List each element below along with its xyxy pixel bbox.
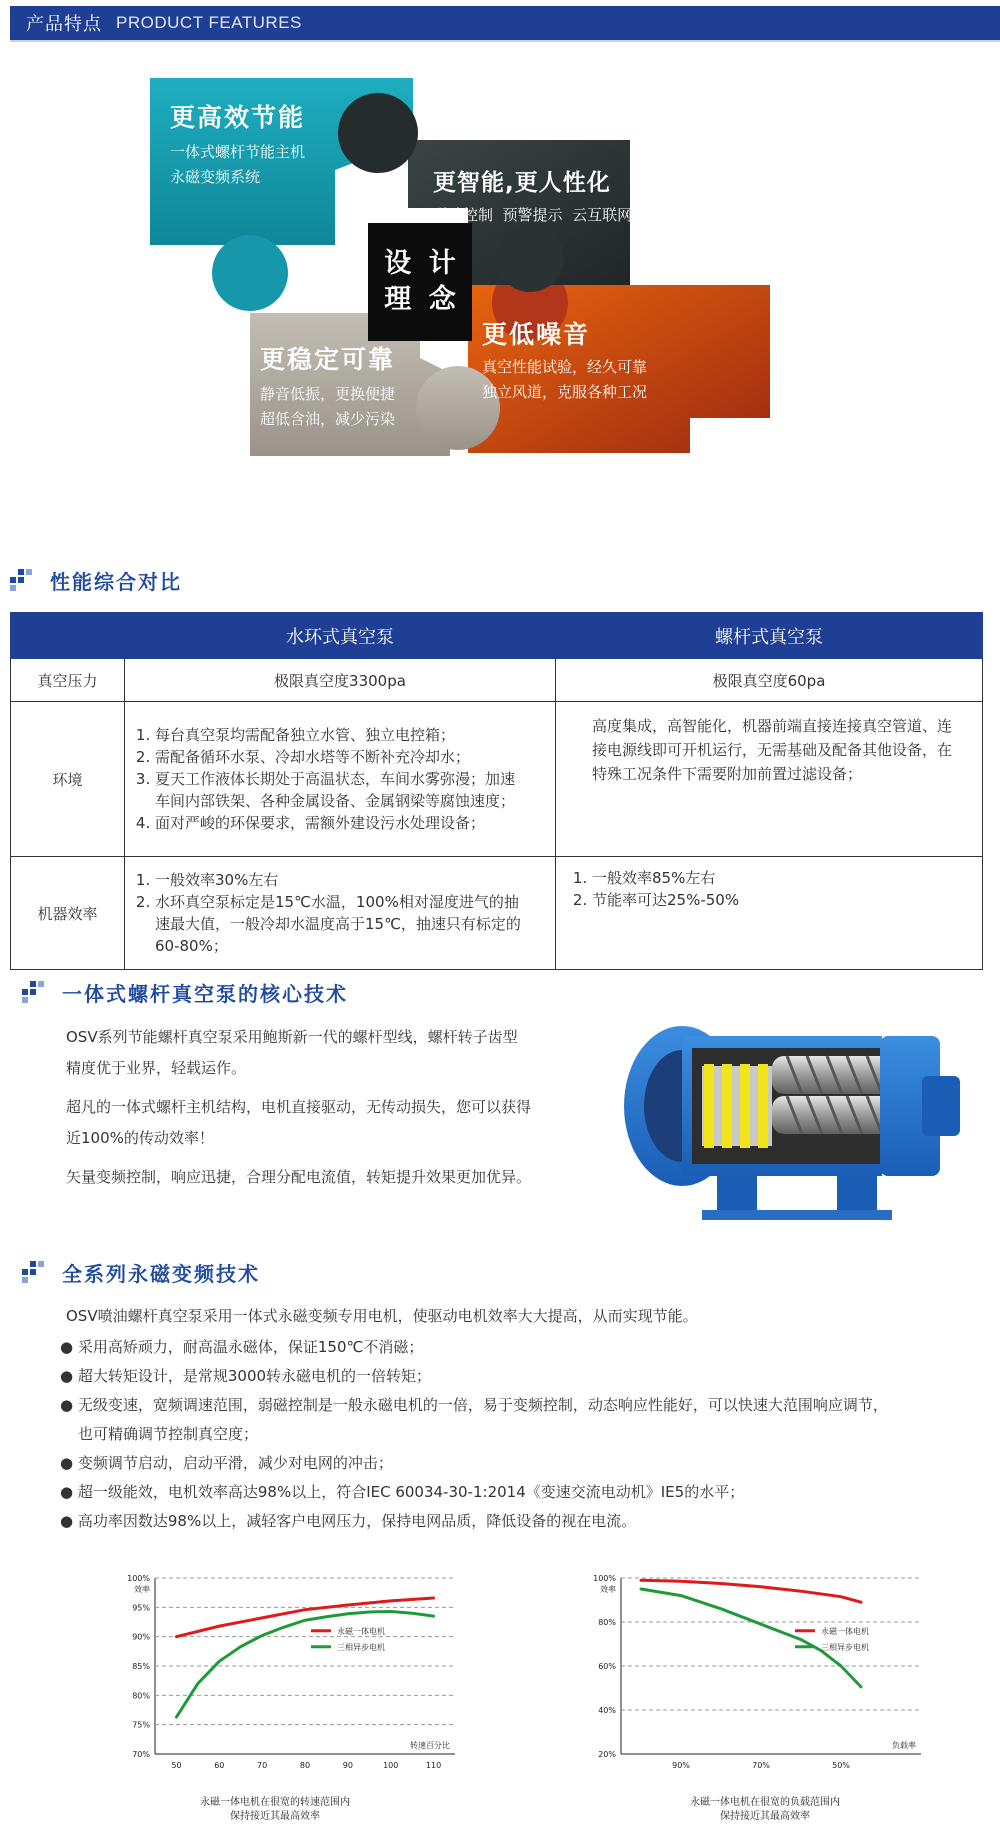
caption-line: 永磁一体电机在很宽的转速范围内 xyxy=(200,1797,350,1808)
x-tick-label: 90% xyxy=(672,1761,690,1770)
piece-title: 更智能,更人性化 xyxy=(433,170,611,196)
magnet-heading: 全系列永磁变频技术 xyxy=(62,1262,260,1286)
row-label: 机器效率 xyxy=(11,857,125,970)
y-tick-label: 90% xyxy=(132,1632,150,1642)
list-item: 2. 水环真空泵标定是15℃水温，100%相对湿度进气的抽速最大值，一般冷却水温度高于15℃，抽速只有标定的60-80%； xyxy=(155,891,529,957)
bullet-text: 变频调节启动，启动平滑，减少对电网的冲击； xyxy=(77,1454,393,1472)
bullet-continuation: 也可精确调节控制真空度； xyxy=(78,1425,259,1443)
legend-label: 永磁一体电机 xyxy=(337,1626,385,1636)
x-tick-label: 90 xyxy=(342,1761,353,1770)
y-tick-label: 70% xyxy=(132,1750,150,1759)
list-item: ● 变频调节启动，启动平滑，减少对电网的冲击； xyxy=(60,1454,393,1472)
legend-label: 永磁一体电机 xyxy=(821,1626,869,1636)
y-tick-label: 80% xyxy=(598,1618,616,1627)
list-item: ● 无级变速，宽频调速范围，弱磁控制是一般永磁电机的一倍，易于变频控制，动态响应性能好，可以快速大范围响应调节， xyxy=(60,1396,888,1414)
row-label: 真空压力 xyxy=(11,659,125,702)
x-tick-label: 80 xyxy=(299,1761,311,1770)
piece-line: 独立风道，克服各种工况 xyxy=(482,383,648,401)
caption-line: 保持接近其最高效率 xyxy=(230,1811,320,1822)
y-tick-label: 20% xyxy=(598,1750,616,1759)
table-header-blank xyxy=(11,613,125,659)
core-paragraph: OSV系列节能螺杆真空泵采用鲍斯新一代的螺杆型线，螺杆转子齿型精度优于业界，轻载运作。 xyxy=(66,1028,518,1077)
legend-label: 三相异步电机 xyxy=(821,1642,869,1652)
list-item: 4. 面对严峻的环保要求，需额外建设污水处理设备； xyxy=(155,812,529,834)
y-tick-label: 75% xyxy=(132,1720,150,1730)
header-title-en: PRODUCT FEATURES xyxy=(116,13,302,32)
list-item: 2. 节能率可达25%-50% xyxy=(592,889,952,911)
puzzle-center-label xyxy=(372,246,472,318)
series-line xyxy=(176,1598,433,1637)
x-tick-label: 110 xyxy=(425,1761,442,1770)
magnet-bullet-list xyxy=(60,1333,990,1536)
core-paragraph: 超凡的一体式螺杆主机结构，电机直接驱动，无传动损失，您可以获得近100%的传动效率！ xyxy=(66,1098,532,1147)
y-tick-label: 60% xyxy=(598,1662,616,1671)
bullet-text: 采用高矫顽力，耐高温永磁体，保证150℃不消磁； xyxy=(77,1338,424,1356)
piece-line: 永磁变频系统 xyxy=(170,168,261,186)
list-item: 2. 需配备循环水泵、冷却水塔等不断补充冷却水； xyxy=(155,746,529,768)
center-line-1: 设 计 xyxy=(384,248,460,279)
piece-line: 联动控制 预警提示 云互联网 xyxy=(433,206,633,224)
load-efficiency-chart xyxy=(576,1560,926,1770)
list-item: 1. 一般效率30%左右 xyxy=(155,869,529,891)
piece-title: 更高效节能 xyxy=(170,103,306,132)
y-axis-label: 效率 xyxy=(600,1585,616,1594)
puzzle-piece-efficiency xyxy=(170,98,305,190)
list-item: ● 超一级能效，电机效率高达98%以上，符合IEC 60034-30-1:2014《变速交流电动机》IE5的水平； xyxy=(60,1483,745,1501)
caption-line: 保持接近其最高效率 xyxy=(720,1811,810,1822)
bullet-text: 超一级能效，电机效率高达98%以上，符合IEC 60034-30-1:2014《变速交流电动机》IE5的水平； xyxy=(77,1483,745,1501)
center-line-2: 理 念 xyxy=(384,284,460,315)
piece-title: 更稳定可靠 xyxy=(260,345,396,374)
piece-line: 一体式螺杆节能主机 xyxy=(170,143,306,161)
water-cell xyxy=(125,702,556,857)
x-axis-label: 负载率 xyxy=(892,1741,916,1750)
water-cell xyxy=(125,857,556,970)
screw-cell: 极限真空度60pa xyxy=(556,659,983,702)
bullet-text: 无级变速，宽频调速范围，弱磁控制是一般永磁电机的一倍，易于变频控制，动态响应性能好，可以快速大范围响应调节， xyxy=(77,1396,888,1414)
x-tick-label: 100 xyxy=(383,1761,399,1770)
bullet-text: 高功率因数达98%以上，减轻客户电网压力，保持电网品质，降低设备的视在电流。 xyxy=(77,1512,637,1530)
x-axis-label: 转速百分比 xyxy=(410,1741,450,1750)
water-cell: 极限真空度3300pa xyxy=(125,659,556,702)
bullet-text: 超大转矩设计，是常规3000转永磁电机的一倍转矩； xyxy=(77,1367,432,1385)
y-tick-label: 80% xyxy=(132,1691,150,1701)
list-item: ● 超大转矩设计，是常规3000转永磁电机的一倍转矩； xyxy=(60,1367,432,1385)
design-concept-puzzle xyxy=(150,78,770,538)
y-axis-label: 效率 xyxy=(134,1585,150,1594)
chart-caption-speed xyxy=(150,1796,400,1824)
legend-label: 三相异步电机 xyxy=(337,1642,385,1652)
section-header-bar xyxy=(10,6,1000,40)
screw-cell: 高度集成，高智能化，机器前端直接连接真空管道、连接电源线即可开机运行，无需基础及配备其他设备，在特殊工况条件下需要附加前置过滤设备； xyxy=(556,702,983,857)
comparison-heading: 性能综合对比 xyxy=(50,570,182,594)
caption-line: 永磁一体电机在很宽的负载范围内 xyxy=(690,1797,840,1808)
list-item: 1. 一般效率85%左右 xyxy=(592,867,952,889)
x-tick-label: 50% xyxy=(832,1761,850,1770)
section-bullet-icon xyxy=(10,569,32,591)
x-tick-label: 60 xyxy=(214,1761,225,1770)
table-row xyxy=(11,857,983,970)
section-bullet-icon xyxy=(22,981,44,1003)
list-item: 1. 每台真空泵均需配备独立水管、独立电控箱； xyxy=(155,724,529,746)
chart-caption-load xyxy=(640,1796,890,1824)
core-tech-text xyxy=(66,1022,531,1193)
table-header-water: 水环式真空泵 xyxy=(125,613,556,659)
screw-cell xyxy=(556,857,983,970)
magnet-intro: OSV喷油螺杆真空泵采用一体式永磁变频专用电机，使驱动电机效率大大提高，从而实现节能。 xyxy=(66,1307,698,1325)
table-row xyxy=(11,659,983,702)
y-tick-label: 100% xyxy=(127,1574,150,1583)
y-tick-label: 95% xyxy=(132,1603,150,1613)
list-item: 3. 夏天工作液体长期处于高温状态，车间水雾弥漫；加速车间内部铁架、各种金属设备、金属钢梁等腐蚀速度； xyxy=(155,768,529,812)
speed-efficiency-chart xyxy=(110,1560,460,1770)
header-divider xyxy=(10,40,1000,42)
puzzle-piece-stable xyxy=(260,340,395,432)
section-bullet-icon xyxy=(22,1261,44,1283)
x-tick-label: 50 xyxy=(171,1761,182,1770)
x-tick-label: 70% xyxy=(752,1761,770,1770)
y-tick-label: 40% xyxy=(598,1706,616,1715)
piece-title: 更低噪音 xyxy=(482,320,591,349)
pump-cutaway-image xyxy=(622,996,967,1226)
comparison-table xyxy=(10,612,983,970)
piece-line: 真空性能试验，经久可靠 xyxy=(482,358,648,376)
table-row xyxy=(11,702,983,857)
core-tech-heading: 一体式螺杆真空泵的核心技术 xyxy=(62,982,348,1006)
piece-line: 静音低振，更换便捷 xyxy=(260,385,396,403)
puzzle-piece-smart xyxy=(433,164,632,228)
header-title-zh: 产品特点 xyxy=(26,14,102,35)
series-line xyxy=(641,1589,861,1687)
core-paragraph: 矢量变频控制，响应迅捷，合理分配电流值，转矩提升效果更加优异。 xyxy=(66,1168,532,1186)
y-tick-label: 85% xyxy=(132,1662,150,1671)
row-label: 环境 xyxy=(11,702,125,857)
puzzle-piece-noise xyxy=(482,315,647,405)
table-header-row xyxy=(11,613,983,659)
piece-line: 超低含油，减少污染 xyxy=(260,410,396,428)
y-tick-label: 100% xyxy=(593,1574,616,1583)
table-header-screw: 螺杆式真空泵 xyxy=(556,613,983,659)
list-item: ● 高功率因数达98%以上，减轻客户电网压力，保持电网品质，降低设备的视在电流。 xyxy=(60,1512,637,1530)
list-item: ● 采用高矫顽力，耐高温永磁体，保证150℃不消磁； xyxy=(60,1338,424,1356)
series-line xyxy=(641,1580,861,1602)
x-tick-label: 70 xyxy=(257,1761,268,1770)
